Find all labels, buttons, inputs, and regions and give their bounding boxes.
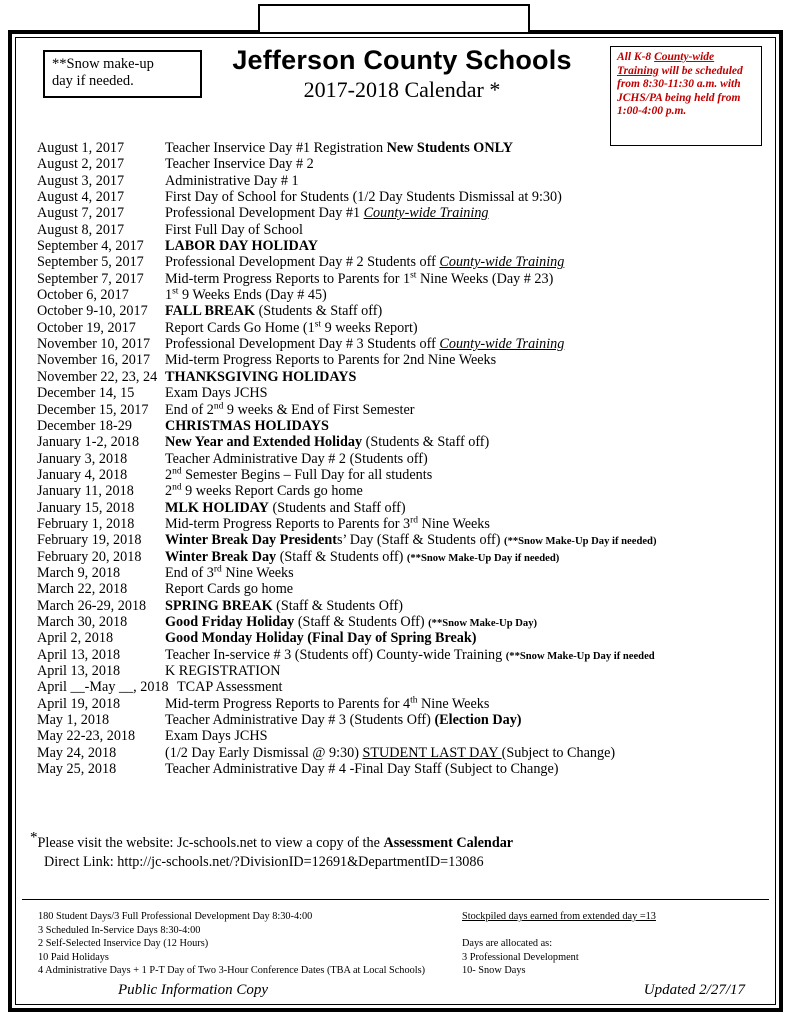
calendar-row-date: March 30, 2018 [37, 613, 128, 630]
calendar-row-description [165, 630, 769, 647]
calendar-row-text-segment: s’ Day (Staff & Students off) [336, 532, 505, 549]
calendar-row-text-segment: (Students & Staff off) [362, 434, 490, 451]
assessment-note-text: Please visit the website: Jc-schools.net to view a copy of the [37, 835, 384, 851]
calendar-row-date: March 22, 2018 [37, 581, 128, 598]
calendar-row-date: October 6, 2017 [37, 287, 129, 304]
fineprint-line: 3 Scheduled In-Service Days 8:30-4:00 [38, 924, 201, 936]
calendar-row-text-segment: First Full Day of School [165, 221, 303, 238]
calendar-row-description [165, 303, 769, 320]
calendar-row-text-segment: (Election Day) [434, 712, 522, 729]
calendar-row-description [165, 385, 769, 402]
calendar-row-text-segment: County-wide Training [363, 205, 489, 222]
calendar-row-text-segment: Teacher Administrative Day # 2 (Students off) [165, 450, 428, 467]
calendar-row-text-segment: 9 Weeks Ends (Day # 45) [178, 287, 327, 304]
calendar-row-text-segment: (**Snow Make-Up Day if needed) [406, 552, 560, 564]
snow-note-line-1: **Snow make-up [52, 56, 154, 72]
calendar-row-description [165, 287, 769, 304]
calendar-row-description [165, 418, 769, 435]
assessment-note-direct-link[interactable]: Direct Link: http://jc-schools.net/?DivisionID=12691&DepartmentID=13086 [44, 854, 484, 870]
calendar-row-description [165, 728, 769, 745]
fineprint-line: 2 Self-Selected Inservice Day (12 Hours) [38, 938, 209, 950]
calendar-row-text-segment: Nine Weeks [418, 515, 490, 532]
training-note-seg-3: will be scheduled from 8:30-11:30 a.m. with JCHS/PA being held from 1:00-4:00 p.m. [617, 64, 743, 118]
calendar-row-text-segment: (Staff & Students Off) [272, 597, 403, 614]
calendar-row-date: May 1, 2018 [37, 712, 110, 729]
calendar-row-date: December 18-29 [37, 417, 132, 434]
calendar-row-text-segment: 9 weeks & End of First Semester [223, 401, 415, 418]
assessment-calendar-note [22, 829, 769, 872]
countywide-training-note-box [610, 46, 762, 146]
calendar-row-description [165, 516, 769, 533]
calendar-row-text-segment: Teacher Inservice Day #1 Registration [165, 140, 387, 156]
calendar-row-text-segment: CHRISTMAS HOLIDAYS [165, 417, 329, 434]
snow-note-line-2: day if needed. [52, 73, 134, 89]
calendar-row-date: October 9-10, 2017 [37, 303, 148, 320]
calendar-row-text-segment: Mid-term Progress Reports to Parents for 1 [165, 270, 411, 287]
calendar-row [22, 679, 769, 695]
calendar-row-date: January 1-2, 2018 [37, 434, 140, 451]
calendar-row-text-segment: st [410, 270, 417, 281]
fineprint-line: Days are allocated as: [462, 938, 553, 950]
calendar-row-date: January 3, 2018 [37, 450, 128, 467]
calendar-row-description [165, 434, 769, 451]
calendar-row-text-segment: nd [172, 482, 182, 493]
calendar-row [22, 696, 769, 712]
fineprint-line: 10- Snow Days [462, 965, 526, 977]
page-title: Jefferson County Schools [232, 45, 572, 75]
calendar-row-text-segment: Nine Weeks [417, 695, 490, 712]
calendar-row-text-segment: Semester Begins – Full Day for all students [181, 466, 433, 483]
calendar-row-text-segment: Exam Days JCHS [165, 728, 268, 745]
footer-copy-label: Public Information Copy [118, 982, 268, 998]
calendar-row-text-segment: Report Cards go home [165, 581, 294, 598]
calendar-row-text-segment: Professional Development Day # 3 Students off [165, 336, 440, 353]
calendar-row-text-segment: THANKSGIVING HOLIDAYS [165, 368, 357, 385]
calendar-row [22, 352, 769, 368]
calendar-row [22, 238, 769, 254]
calendar-row-text-segment: End of 2 [165, 401, 214, 418]
fineprint-right-column [462, 910, 769, 978]
footer-divider [22, 899, 769, 900]
calendar-row-text-segment: First Day of School for Students (1/2 Day Students Dismissal at 9:30) [165, 189, 562, 206]
calendar-row-text-segment: County-wide Training [439, 254, 565, 271]
calendar-row-date: September 7, 2017 [37, 270, 144, 287]
calendar-row-date: August 3, 2017 [37, 172, 125, 189]
calendar-row-text-segment: rd [410, 515, 419, 526]
calendar-row-date: April 13, 2018 [37, 663, 121, 679]
calendar-row [22, 745, 769, 761]
document-header [22, 44, 769, 130]
calendar-row-text-segment: Mid-term Progress Reports to Parents for 2nd Nine Weeks [165, 352, 497, 369]
calendar-row-date: May 22-23, 2018 [37, 728, 136, 745]
calendar-row-date: January 11, 2018 [37, 483, 134, 500]
calendar-row-text-segment: TCAP Assessment [177, 679, 283, 696]
calendar-row-text-segment: nd [213, 400, 224, 411]
calendar-row-description [165, 581, 769, 598]
calendar-row-date: April 13, 2018 [37, 646, 121, 663]
fineprint-section [22, 910, 769, 978]
calendar-row [22, 320, 769, 336]
calendar-row [22, 369, 769, 385]
fineprint-line: 180 Student Days/3 Full Professional Development Day 8:30-4:00 [38, 911, 313, 922]
calendar-row-description [165, 254, 769, 271]
calendar-row-date: August 4, 2017 [37, 189, 125, 206]
training-note-seg-1: All K-8 [617, 51, 655, 63]
calendar-row-text-segment: nd [172, 466, 182, 477]
calendar-row-description [165, 614, 769, 631]
calendar-row-date: November 10, 2017 [37, 336, 151, 353]
calendar-row-date: September 4, 2017 [37, 238, 144, 255]
calendar-row-description [165, 173, 769, 190]
fineprint-line: 4 Administrative Days + 1 P-T Day of Two 3-Hour Conference Dates (TBA at Local Schools) [38, 965, 426, 977]
page-footer [22, 982, 769, 999]
title-block [207, 44, 597, 103]
calendar-row [22, 663, 769, 679]
calendar-row-description [165, 451, 769, 468]
calendar-row [22, 140, 769, 156]
calendar-row [22, 598, 769, 614]
calendar-row-description [165, 549, 769, 566]
calendar-row-text-segment: SPRING BREAK [165, 597, 273, 614]
calendar-row-text-segment: Teacher Administrative Day # 4 -Final Day Staff (Subject to Change) [165, 761, 559, 778]
calendar-row-text-segment: Professional Development Day # 2 Students off [165, 254, 440, 271]
calendar-row-date: April 19, 2018 [37, 695, 121, 712]
calendar-row-date: October 19, 2017 [37, 319, 136, 336]
calendar-row-description [165, 712, 769, 729]
calendar-sheet [22, 44, 769, 1008]
calendar-row-date: November 16, 2017 [37, 352, 151, 369]
calendar-row [22, 451, 769, 467]
calendar-row-text-segment: (Subject to Change) [501, 744, 616, 761]
fineprint-left-column [22, 910, 462, 978]
calendar-row-description [165, 500, 769, 517]
calendar-row-text-segment: st [314, 319, 322, 330]
calendar-row-text-segment: (Students and Staff off) [268, 499, 406, 516]
calendar-row [22, 189, 769, 205]
calendar-row-description [165, 369, 769, 386]
calendar-row-text-segment: Exam Days JCHS [165, 385, 268, 402]
calendar-row-text-segment: Teacher Inservice Day # 2 [165, 156, 314, 173]
calendar-row-date: February 19, 2018 [37, 532, 142, 549]
calendar-row-description [165, 189, 769, 206]
calendar-row [22, 614, 769, 630]
calendar-row-text-segment: LABOR DAY HOLIDAY [165, 238, 318, 255]
calendar-row [22, 271, 769, 287]
calendar-row-text-segment: Mid-term Progress Reports to Parents for 4 [165, 695, 411, 712]
calendar-row-text-segment: New Year and Extended Holiday [165, 434, 363, 451]
calendar-row-text-segment: End of 3 [165, 564, 214, 581]
calendar-row-text-segment: 9 weeks Report Cards go home [181, 483, 363, 500]
page-subtitle: 2017-2018 Calendar * [303, 77, 501, 102]
calendar-row-text-segment: K REGISTRATION [165, 663, 281, 679]
calendar-row-description [165, 205, 769, 222]
calendar-row-text-segment: MLK HOLIDAY [165, 499, 269, 516]
calendar-row [22, 336, 769, 352]
calendar-row-date: August 1, 2017 [37, 140, 125, 156]
training-note-underlined-term: County-wide Training [617, 51, 715, 77]
calendar-row [22, 222, 769, 238]
calendar-row-date: January 4, 2018 [37, 466, 128, 483]
calendar-row-text-segment: Winter Break Day [165, 548, 277, 565]
calendar-row-text-segment: (Staff & Students off) [276, 548, 407, 565]
calendar-row-date: December 14, 15 [37, 385, 135, 402]
fineprint-line: 3 Professional Development [462, 951, 579, 963]
calendar-row-text-segment: 9 weeks Report) [321, 319, 418, 336]
page-top-tab [258, 4, 530, 32]
calendar-row-description [165, 352, 769, 369]
calendar-row-description [165, 696, 769, 713]
calendar-row-text-segment: New Students ONLY [386, 140, 513, 156]
calendar-row-text-segment: Good Monday Holiday (Final Day of Spring Break) [165, 630, 477, 647]
calendar-row [22, 630, 769, 646]
calendar-row-description [165, 663, 769, 680]
calendar-row-text-segment: 1 [165, 287, 173, 304]
calendar-row [22, 402, 769, 418]
calendar-row [22, 712, 769, 728]
calendar-row-text-segment: Nine Weeks (Day # 23) [416, 270, 554, 287]
calendar-row-text-segment: 2 [165, 466, 173, 483]
calendar-row [22, 205, 769, 221]
calendar-row-description [165, 565, 769, 582]
calendar-entry-list [22, 140, 769, 777]
fineprint-line: 10 Paid Holidays [38, 951, 109, 963]
assessment-note-line-1 [22, 829, 769, 853]
calendar-row-text-segment: FALL BREAK [165, 303, 256, 320]
calendar-row-text-segment: Teacher In-service # 3 (Students off) [165, 646, 377, 663]
calendar-row-text-segment: (1/2 Day Early Dismissal @ 9:30) [165, 744, 363, 761]
calendar-row-text-segment: Nine Weeks [221, 564, 294, 581]
fineprint-spacer [462, 924, 769, 938]
calendar-row [22, 156, 769, 172]
calendar-row-date: August 7, 2017 [37, 205, 125, 222]
calendar-row-text-segment: Professional Development Day #1 [165, 205, 364, 222]
calendar-row [22, 565, 769, 581]
calendar-row-description [165, 483, 769, 500]
calendar-row-text-segment: Winter Break Day President [165, 532, 337, 549]
calendar-row-description [165, 271, 769, 288]
calendar-row-description [165, 140, 769, 157]
calendar-row-description [165, 156, 769, 173]
calendar-row-description [165, 402, 769, 419]
calendar-row-date: August 8, 2017 [37, 221, 125, 238]
calendar-row-date: March 9, 2018 [37, 564, 121, 581]
calendar-row [22, 385, 769, 401]
calendar-row-date: February 1, 2018 [37, 515, 135, 532]
calendar-row-text-segment: Good Friday Holiday [165, 613, 295, 630]
calendar-row [22, 483, 769, 499]
calendar-row-text-segment: STUDENT LAST DAY [362, 744, 502, 761]
calendar-row-description [165, 532, 769, 549]
calendar-row-date: February 20, 2018 [37, 548, 142, 565]
calendar-row [22, 173, 769, 189]
calendar-row-description [165, 745, 769, 762]
calendar-row-date: August 2, 2017 [37, 156, 125, 173]
calendar-row-text-segment: th [410, 694, 418, 705]
calendar-row-description [165, 238, 769, 255]
calendar-row-description [165, 761, 769, 778]
asterisk-marker: * [30, 829, 38, 846]
calendar-row [22, 254, 769, 270]
calendar-row-text-segment: (Students & Staff off) [255, 303, 383, 320]
calendar-row-text-segment: (Staff & Students Off) [294, 613, 429, 630]
calendar-row [22, 287, 769, 303]
calendar-row-text-segment: rd [213, 564, 222, 575]
calendar-row-text-segment: (**Snow Make-Up Day if needed) [504, 536, 657, 548]
snow-makeup-note-box [43, 50, 202, 98]
calendar-row-date: April __-May __, 2018 [37, 679, 169, 696]
footer-updated-date: Updated 2/27/17 [643, 982, 745, 998]
calendar-row-text-segment: st [172, 286, 179, 297]
calendar-row-date: December 15, 2017 [37, 401, 149, 418]
calendar-row-text-segment: Teacher Administrative Day # 3 (Students Off) [165, 712, 435, 729]
calendar-row-text-segment: 2 [165, 483, 173, 500]
calendar-row [22, 303, 769, 319]
calendar-row-description [165, 647, 769, 664]
calendar-row-description [165, 222, 769, 239]
calendar-row [22, 532, 769, 548]
calendar-row-text-segment: County-wide Training [439, 336, 565, 353]
calendar-row [22, 467, 769, 483]
calendar-row [22, 434, 769, 450]
calendar-row [22, 647, 769, 663]
calendar-row [22, 516, 769, 532]
calendar-row-description [165, 598, 769, 615]
calendar-row-text-segment: Administrative Day # 1 [165, 172, 299, 189]
calendar-row-date: March 26-29, 2018 [37, 597, 147, 614]
calendar-row-description [165, 320, 769, 337]
calendar-row-text-segment: County-wide Training [376, 646, 503, 663]
calendar-row-text-segment: Report Cards Go Home (1 [165, 319, 315, 336]
calendar-row-date: May 25, 2018 [37, 761, 117, 778]
calendar-row-date: January 15, 2018 [37, 499, 135, 516]
calendar-row [22, 549, 769, 565]
calendar-row-date: November 22, 23, 24 [37, 368, 158, 385]
calendar-row-date: April 2, 2018 [37, 630, 114, 647]
calendar-row-text-segment: Mid-term Progress Reports to Parents for 3 [165, 515, 411, 532]
calendar-row-description [165, 467, 769, 484]
calendar-row-text-segment: (**Snow Make-Up Day) [428, 617, 538, 629]
calendar-row-text-segment: (**Snow Make-Up Day if needed [505, 650, 655, 662]
calendar-row [22, 728, 769, 744]
calendar-row-description [177, 679, 769, 696]
calendar-row-date: May 24, 2018 [37, 744, 117, 761]
calendar-row [22, 418, 769, 434]
stockpiled-days-heading: Stockpiled days earned from extended day =13 [462, 911, 656, 922]
calendar-row [22, 581, 769, 597]
calendar-row-date: September 5, 2017 [37, 254, 144, 271]
assessment-calendar-label: Assessment Calendar [383, 835, 514, 851]
calendar-row [22, 500, 769, 516]
calendar-row [22, 761, 769, 777]
calendar-row-description [165, 336, 769, 353]
